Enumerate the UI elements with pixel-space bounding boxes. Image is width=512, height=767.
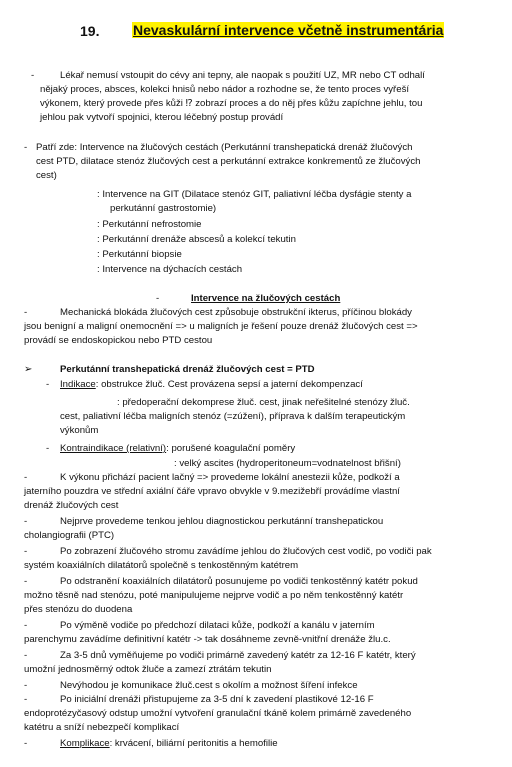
includes-line: cest) xyxy=(36,170,57,181)
intro-line: výkonem, který provede přes kůži ⁉ zobrazí proces a do něj přes kůžu zapíchne jehlu, tou xyxy=(40,98,423,109)
step-line: jaterního pouzdra ve střední axiální čáře vpravo obvykle v 9.mezižebří provádíme vlastní xyxy=(24,486,400,497)
indikace-more: výkonům xyxy=(60,425,99,436)
bullet-dash: - xyxy=(24,546,28,557)
includes-line: cest PTD, dilatace stenóz žlučových cest a perkutánní extrakce konkrementů ze žlučových xyxy=(36,156,421,167)
step-line: Nejprve provedeme tenkou jehlou diagnostickou perkutánní transhepatickou xyxy=(60,516,384,527)
intro-line: Lékař nemusí vstoupit do cévy ani tepny, ale naopak s použití UZ, MR nebo CT odhalí xyxy=(60,70,425,81)
step-line: Po odstranění koaxiálních dilatátorů posunujeme po vodiči tenkostěnný katétr pokud xyxy=(60,576,418,587)
bullet-dash: - xyxy=(24,142,28,153)
indikace-more: : předoperační dekomprese žluč. cest, jinak neřešitelné stenózy žluč. xyxy=(117,397,410,408)
includes-item: : Intervence na GIT (Dilatace stenóz GIT, paliativní léčba dysfágie stenty a xyxy=(97,189,412,200)
step-line: umožní jednosměrný odtok žluče a zamezí ztrátám tekutin xyxy=(24,664,272,675)
komplikace-text: : krvácení, biliární peritonitis a hemofilie xyxy=(109,738,278,749)
bullet-dash: - xyxy=(46,443,50,454)
includes-item: : Intervence na dýchacích cestách xyxy=(97,264,243,275)
arrow-bullet-icon: ➢ xyxy=(24,364,33,375)
bullet-dash: - xyxy=(24,738,28,749)
indikace-text: : obstrukce žluč. Cest provázena sepsí a jaterní dekompenzací xyxy=(95,379,363,390)
bullet-dash: - xyxy=(24,472,28,483)
kontra-more: : velký ascites (hydroperitoneum=vodnatelnost břišní) xyxy=(174,458,401,469)
step-line: možno těsně nad stenózu, poté manipulujeme nejprve vodič a po něm tenkostěnný katétr xyxy=(24,590,404,601)
kontra-text: : porušené koagulační poměry xyxy=(166,443,296,454)
indikace-more: cest, paliativní léčba maligních stenóz (=zúžení), příprava k dalším terapeutickým xyxy=(60,411,406,422)
section-line: provádí se endoskopickou nebo PTD cestou xyxy=(24,335,213,346)
chapter-number: 19. xyxy=(80,23,100,39)
bullet-dash: - xyxy=(156,293,160,304)
document-header xyxy=(0,22,512,42)
bullet-dash: - xyxy=(24,516,28,527)
bullet-dash: - xyxy=(24,680,28,691)
section-line: Mechanická blokáda žlučových cest způsobuje obstrukční ikterus, příčinou blokády xyxy=(60,307,412,318)
step-line: endoprotézyčasový odstup umožní vytvoření granulační tkáně kolem primárně zavedeného xyxy=(24,708,412,719)
step-line: cholangiografii (PTC) xyxy=(24,530,115,541)
step-line: katétru a sníží nebezpečí komplikací xyxy=(24,722,180,733)
ptd-heading: Perkutánní transhepatická drenáž žlučových cest = PTD xyxy=(60,364,315,375)
indikace-label: Indikace xyxy=(60,379,96,390)
bullet-dash: - xyxy=(24,694,28,705)
includes-line: Patří zde: Intervence na žlučových cestách (Perkutánní transhepatická drenáž žlučových xyxy=(36,142,413,153)
step-line: Po výměně vodiče po předchozí dilataci kůže, podkoží a kanálu v jaterním xyxy=(60,620,375,631)
step-line: parenchymu zavádíme definitivní katétr -> tak dosáhneme zevně-vnitřní drenáže žlu.c. xyxy=(24,634,391,645)
step-line: Za 3-5 dnů vyměňujeme po vodiči primárně zavedený katétr za 12-16 F katétr, který xyxy=(60,650,416,661)
section-line: jsou benigní a maligní onemocnění => u maligních je řešení pouze drenáž žlučových cest => xyxy=(24,321,418,332)
includes-item: : Perkutánní nefrostomie xyxy=(97,219,202,230)
bullet-dash: - xyxy=(24,650,28,661)
bullet-dash: - xyxy=(46,379,50,390)
komplikace-label: Komplikace xyxy=(60,738,110,749)
step-line: drenáž žlučových cest xyxy=(24,500,119,511)
section-heading: Intervence na žlučových cestách xyxy=(191,293,341,304)
step-line: K výkonu přichází pacient lačný => provedeme lokální anestezii kůže, podkoží a xyxy=(60,472,400,483)
bullet-dash: - xyxy=(24,620,28,631)
step-line: Nevýhodou je komunikace žluč.cest s okolím a možnost šíření infekce xyxy=(60,680,358,691)
step-line: přes stenózu do duodena xyxy=(24,604,133,615)
chapter-title: Nevaskulární intervence včetně instrumentária xyxy=(133,22,444,38)
komplikace-line xyxy=(60,738,278,750)
intro-line: jehlou pak vytvoří spojnici, kterou léčebný postup provádí xyxy=(40,112,284,123)
step-line: systém koaxiálních dilatátorů společně s tenkostěnným katétrem xyxy=(24,560,299,571)
includes-item: : Perkutánní drenáže abscesů a kolekcí tekutin xyxy=(97,234,296,245)
includes-item: perkutánní gastrostomie) xyxy=(110,203,217,214)
bullet-dash: - xyxy=(31,70,35,81)
indikace-line xyxy=(60,379,363,391)
bullet-dash: - xyxy=(24,576,28,587)
bullet-dash: - xyxy=(24,307,28,318)
step-line: Po iniciální drenáži přistupujeme za 3-5 dní k zavedení plastikové 12-16 F xyxy=(60,694,374,705)
includes-item: : Perkutánní biopsie xyxy=(97,249,182,260)
kontra-label: Kontraindikace (relativní) xyxy=(60,443,167,454)
kontra-line xyxy=(60,443,295,455)
step-line: Po zobrazení žlučového stromu zavádíme jehlou do žlučových cest vodič, po vodiči pak xyxy=(60,546,432,557)
intro-line: nějaký proces, absces, kolekci hnisů nebo nádor a rozhodne se, že tento proces vyřeší xyxy=(40,84,410,95)
